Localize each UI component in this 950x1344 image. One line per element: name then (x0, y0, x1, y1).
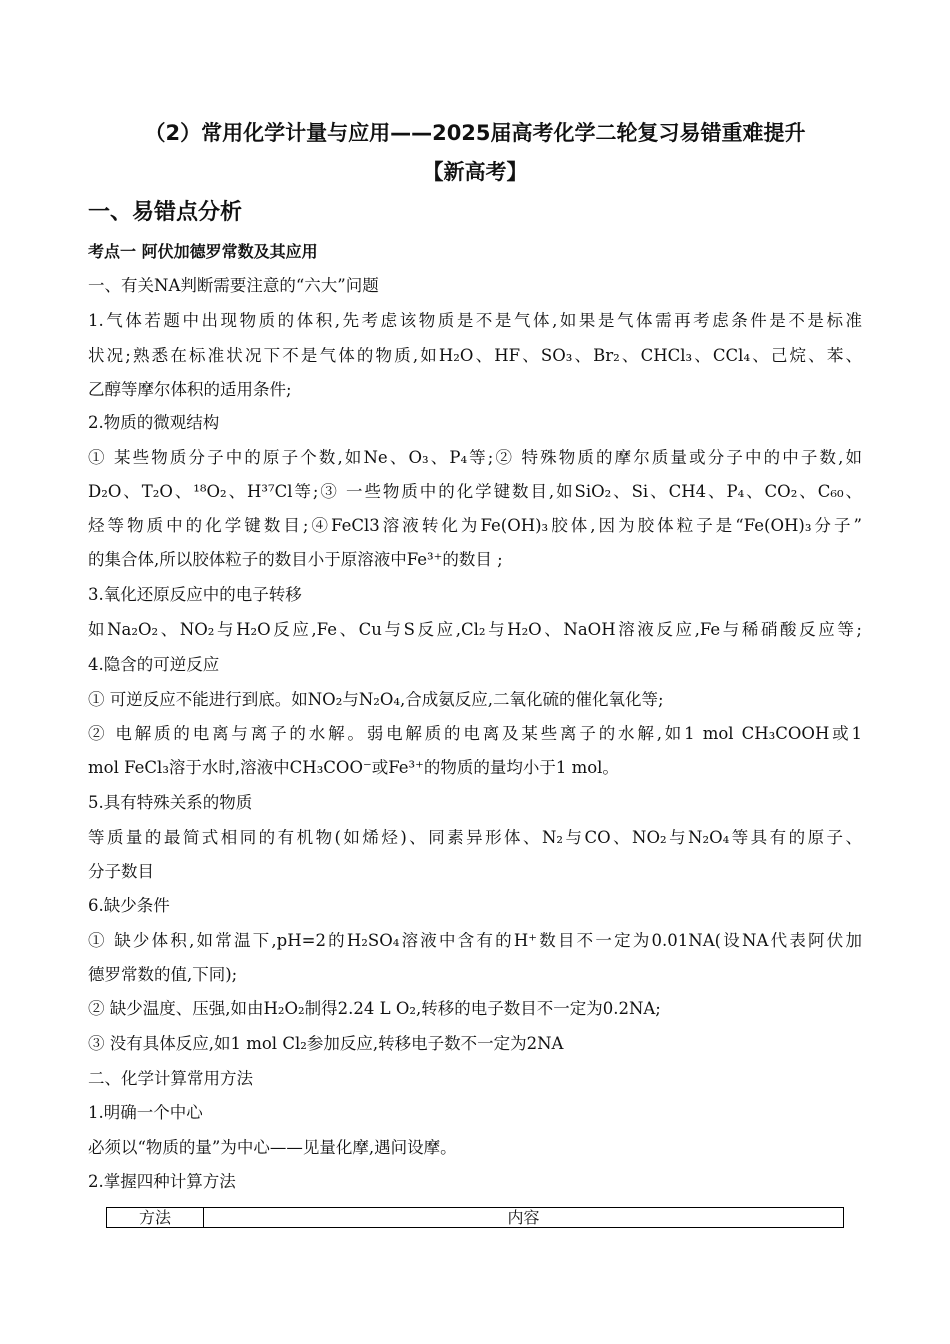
p5-line2: 分子数目 (88, 862, 154, 881)
section-heading-methods: 二、化学计算常用方法 (88, 1069, 253, 1088)
table-header-row (107, 1208, 844, 1228)
p5-title: 5.具有特殊关系的物质 (88, 793, 253, 812)
p1-line2: 状况;熟悉在标准状况下不是气体的物质,如H₂O、HF、SO₃、Br₂、CHCl₃、CCl₄、己烷、苯、 (88, 346, 862, 365)
m2-title: 2.掌握四种计算方法 (88, 1172, 236, 1191)
p6-title: 6.缺少条件 (88, 896, 170, 915)
sub-heading-six-issues: 一、有关NA判断需要注意的“六大”问题 (88, 276, 379, 295)
p2-line1: ① 某些物质分子中的原子个数,如Ne、O₃、P₄等;② 特殊物质的摩尔质量或分子中的中子数,如 (88, 448, 862, 467)
p6-line3: ② 缺少温度、压强,如由H₂O₂制得2.24 L O₂,转移的电子数目不一定为0.2NA; (88, 999, 661, 1018)
p6-line1: ① 缺少体积,如常温下,pH=2的H₂SO₄溶液中含有的H⁺数目不一定为0.01NA(设NA代表阿伏加 (88, 931, 862, 950)
m1-title: 1.明确一个中心 (88, 1103, 203, 1122)
methods-table (106, 1207, 844, 1228)
p3-line1: 如Na₂O₂、NO₂与H₂O反应,Fe、Cu与S反应,Cl₂与H₂O、NaOH溶液反应,Fe与稀硝酸反应等; (88, 620, 862, 639)
p4-line2: ② 电解质的电离与离子的水解。弱电解质的电离及某些离子的水解,如1 mol CH₃COOH或1 (88, 724, 862, 743)
p6-line4: ③ 没有具体反应,如1 mol Cl₂参加反应,转移电子数不一定为2NA (88, 1034, 564, 1053)
section-heading-errors: 一、易错点分析 (88, 200, 243, 225)
table-header-method: 方法 (107, 1208, 204, 1228)
p1-line3: 乙醇等摩尔体积的适用条件; (88, 380, 292, 399)
p4-line3: mol FeCl₃溶于水时,溶液中CH₃COO⁻或Fe³⁺的物质的量均小于1 mol。 (88, 758, 619, 777)
p2-line3: 烃等物质中的化学键数目;④FeCl3溶液转化为Fe(OH)₃胶体,因为胶体粒子是“Fe(OH)₃分子” (88, 516, 862, 535)
document-title-line1: （2）常用化学计量与应用——2025届高考化学二轮复习易错重难提升 (144, 121, 806, 145)
p1-line1: 1.气体若题中出现物质的体积,先考虑该物质是不是气体,如果是气体需再考虑条件是不是标准 (88, 311, 862, 330)
p2-line4: 的集合体,所以胶体粒子的数目小于原溶液中Fe³⁺的数目 ; (88, 550, 503, 569)
topic-heading-avogadro: 考点一 阿伏加德罗常数及其应用 (88, 242, 318, 261)
m1-line1: 必须以“物质的量”为中心——见量化摩,遇问设摩。 (88, 1138, 457, 1157)
p2-line2: D₂O、T₂O、¹⁸O₂、H³⁷Cl等;③ 一些物质中的化学键数目,如SiO₂、Si、CH4、P₄、CO₂、C₆₀、 (88, 482, 862, 501)
p6-line2: 德罗常数的值,下同); (88, 965, 238, 984)
p3-title: 3.氧化还原反应中的电子转移 (88, 585, 302, 604)
p4-title: 4.隐含的可逆反应 (88, 655, 220, 674)
p2-title: 2.物质的微观结构 (88, 413, 220, 432)
table-header-content: 内容 (204, 1208, 844, 1228)
p5-line1: 等质量的最简式相同的有机物(如烯烃)、同素异形体、N₂与CO、NO₂与N₂O₄等具有的原子、 (88, 828, 862, 847)
p4-line1: ① 可逆反应不能进行到底。如NO₂与N₂O₄,合成氨反应,二氧化硫的催化氧化等; (88, 690, 664, 709)
document-title-line2: 【新高考】 (422, 160, 528, 184)
